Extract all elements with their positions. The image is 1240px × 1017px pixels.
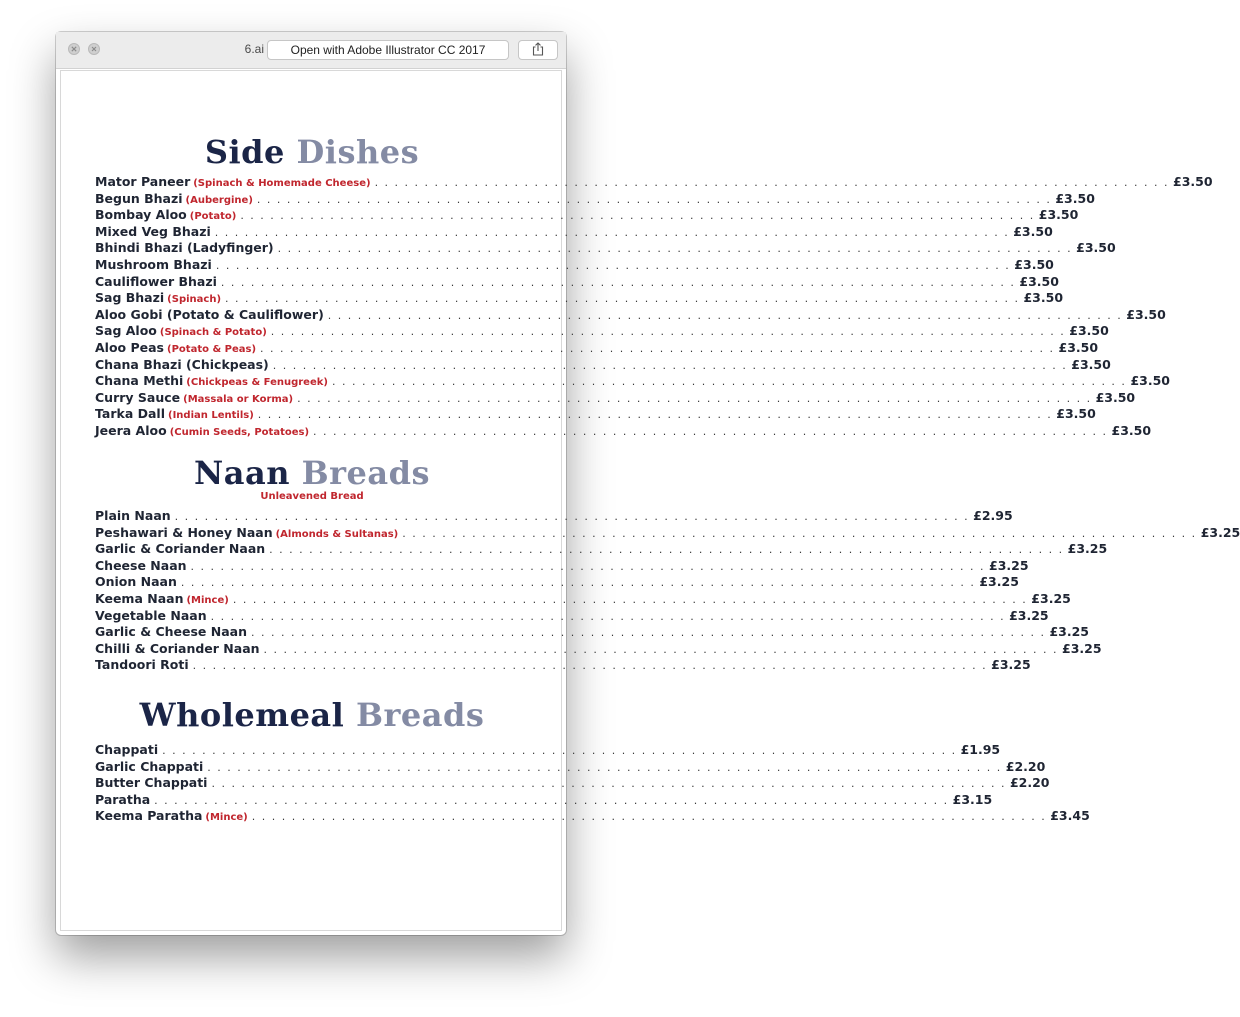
menu-item-name: Mator Paneer <box>95 174 191 189</box>
share-icon <box>532 41 544 60</box>
dot-leader: . . . . . . . . . . . . . . . . . . . . . . . . . . . . . . . . . . . . . . . . . . . . . . . . . . . . . . . . . . . . . . . . . . . . . . . . . . . . . . . . <box>215 259 1011 272</box>
menu-item-name: Bhindi Bhazi (Ladyfinger) <box>95 240 274 256</box>
section-heading-wholemeal-breads <box>61 697 563 733</box>
heading-word-1: Wholemeal <box>139 696 345 734</box>
menu-item-name: Curry Sauce <box>95 389 181 405</box>
dot-leader: . . . . . . . . . . . . . . . . . . . . . . . . . . . . . . . . . . . . . . . . . . . . . . . . . . . . . . . . . . . . . . . . . . . . . . . . . . . . . . . . <box>192 659 988 673</box>
menu-item-price: £3.25 <box>991 657 1031 673</box>
menu-item-note: (Massala or Korma) <box>183 393 294 405</box>
menu-item-row <box>95 607 1049 625</box>
dot-leader: . . . . . . . . . . . . . . . . . . . . . . . . . . . . . . . . . . . . . . . . . . . . . . . . . . . . . . . . . . . . . . . . . . . . . . . . . . . . . . . . <box>331 375 1127 389</box>
menu-item-name: Bombay Aloo <box>95 207 187 223</box>
dot-leader: . . . . . . . . . . . . . . . . . . . . . . . . . . . . . . . . . . . . . . . . . . . . . . . . . . . . . . . . . . . . . . . . . . . . . . . . . . . . . . . . <box>256 192 1052 206</box>
menu-item-row <box>95 574 1019 591</box>
minimize-icon[interactable] <box>88 43 100 55</box>
menu-item-note: (Almonds & Sultanas) <box>275 528 399 540</box>
dot-leader: . . . . . . . . . . . . . . . . . . . . . . . . . . . . . . . . . . . . . . . . . . . . . . . . . . . . . . . . . . . . . . . . . . . . . . . . . . . . . . . . <box>251 810 1047 824</box>
menu-item-name: Paratha <box>95 791 151 807</box>
menu-item-price: £3.50 <box>1038 207 1079 223</box>
menu-item-price: £3.25 <box>989 557 1029 573</box>
menu-item-row <box>95 389 1136 407</box>
dot-leader: . . . . . . . . . . . . . . . . . . . . . . . . . . . . . . . . . . . . . . . . . . . . . . . . . . . . . . . . . . . . . . . . . . . . . . . . . . . . . . . . <box>211 777 1006 791</box>
menu-item-row <box>95 290 1064 307</box>
menu-item-price: £2.95 <box>973 508 1013 523</box>
dot-leader: . . . . . . . . . . . . . . . . . . . . . . . . . . . . . . . . . . . . . . . . . . . . . . . . . . . . . . . . . . . . . . . . . . . . . . . . . . . . . . . . <box>260 342 1055 355</box>
menu-item-price: £1.95 <box>960 742 1001 757</box>
menu-item-price: £3.50 <box>1130 373 1170 389</box>
dot-leader: . . . . . . . . . . . . . . . . . . . . . . . . . . . . . . . . . . . . . . . . . . . . . . . . . . . . . . . . . . . . . . . . . . . . . . . . . . . . . . . . <box>277 242 1073 256</box>
menu-item-name: Garlic & Cheese Naan <box>95 624 247 640</box>
menu-item-name: Chilli & Coriander Naan <box>95 640 260 656</box>
dot-leader: . . . . . . . . . . . . . . . . . . . . . . . . . . . . . . . . . . . . . . . . . . . . . . . . . . . . . . . . . . . . . . . . . . . . . . . . . . . . . . . . <box>263 642 1059 656</box>
dot-leader: . . . . . . . . . . . . . . . . . . . . . . . . . . . . . . . . . . . . . . . . . . . . . . . . . . . . . . . . . . . . . . . . . . . . . . . . . . . . . . . . <box>210 609 1006 623</box>
menu-item-note: (Spinach) <box>167 294 222 306</box>
menu-item-row <box>95 742 1001 759</box>
menu-item-row <box>95 624 1089 641</box>
menu-item-name: Peshawari & Honey Naan <box>95 524 273 540</box>
menu-item-price: £3.45 <box>1050 808 1090 824</box>
menu-item-price: £2.20 <box>1005 758 1046 774</box>
menu-item-note: (Potato & Peas) <box>167 344 257 355</box>
menu-item-row <box>95 223 1053 241</box>
menu-item-note: (Spinach & Potato) <box>159 327 267 339</box>
menu-item-name: Tarka Dall <box>95 406 165 422</box>
section-heading-side-dishes <box>61 134 563 170</box>
dot-leader: . . . . . . . . . . . . . . . . . . . . . . . . . . . . . . . . . . . . . . . . . . . . . . . . . . . . . . . . . . . . . . . . . . . . . . . . . . . . . . . . <box>180 576 976 590</box>
open-with-illustrator-button[interactable]: Open with Adobe Illustrator CC 2017 <box>267 40 509 60</box>
heading-word-2: Dishes <box>296 133 420 171</box>
menu-item-price: £2.20 <box>1009 775 1050 791</box>
menu-item-price: £3.25 <box>979 574 1019 590</box>
document-preview <box>60 70 1240 931</box>
menu-item-name: Keema Naan <box>95 591 184 606</box>
dot-leader: . . . . . . . . . . . . . . . . . . . . . . . . . . . . . . . . . . . . . . . . . . . . . . . . . . . . . . . . . . . . . . . . . . . . . . . . . . . . . . . . <box>374 176 1170 189</box>
dot-leader: . . . . . . . . . . . . . . . . . . . . . . . . . . . . . . . . . . . . . . . . . . . . . . . . . . . . . . . . . . . . . . . . . . . . . . . . . . . . . . . . <box>220 275 1016 289</box>
menu-item-row <box>95 340 1099 357</box>
dot-leader: . . . . . . . . . . . . . . . . . . . . . . . . . . . . . . . . . . . . . . . . . . . . . . . . . . . . . . . . . . . . . . . . . . . . . . . . . . . . . . . . <box>154 793 949 807</box>
menu-item-name: Chappati <box>95 742 159 757</box>
menu-item-note: (Aubergine) <box>185 194 253 206</box>
menu-item-price: £3.50 <box>1019 273 1059 289</box>
dot-leader: . . . . . . . . . . . . . . . . . . . . . . . . . . . . . . . . . . . . . . . . . . . . . . . . . . . . . . . . . . . . . . . . . . . . . . . . . . . . . . . . <box>257 408 1053 422</box>
section-heading-naan-breads <box>61 455 563 491</box>
menu-item-name: Cheese Naan <box>95 557 187 573</box>
share-button[interactable] <box>518 40 558 60</box>
menu-item-row <box>95 591 1071 608</box>
dot-leader: . . . . . . . . . . . . . . . . . . . . . . . . . . . . . . . . . . . . . . . . . . . . . . . . . . . . . . . . . . . . . . . . . . . . . . . . . . . . . . . . <box>162 744 957 757</box>
menu-item-price: £3.25 <box>1067 541 1108 557</box>
heading-word-1: Naan <box>193 454 290 492</box>
menu-item-name: Sag Aloo <box>95 323 157 339</box>
menu-item-note: (Cumin Seeds, Potatoes) <box>169 427 310 438</box>
menu-item-row <box>95 356 1111 374</box>
menu-item-name: Plain Naan <box>95 508 171 523</box>
menu-item-price: £3.50 <box>1058 340 1099 355</box>
menu-item-name: Jeera Aloo <box>95 423 167 438</box>
menu-item-price: £3.25 <box>1049 624 1089 640</box>
menu-item-name: Mixed Veg Bhazi <box>95 223 211 239</box>
menu-item-name: Begun Bhazi <box>95 190 183 206</box>
menu-item-price: £3.50 <box>1023 290 1064 306</box>
menu-item-row <box>95 541 1108 558</box>
menu-item-note: (Potato) <box>189 211 237 223</box>
heading-word-2: Breads <box>355 696 485 734</box>
menu-item-price: £3.50 <box>1111 423 1152 438</box>
dot-leader: . . . . . . . . . . . . . . . . . . . . . . . . . . . . . . . . . . . . . . . . . . . . . . . . . . . . . . . . . . . . . . . . . . . . . . . . . . . . . . . . <box>214 225 1010 239</box>
menu-item-name: Butter Chappati <box>95 775 208 791</box>
menu-item-row <box>95 406 1096 423</box>
menu-item-price: £3.50 <box>1014 257 1054 272</box>
menu-item-row <box>95 423 1152 440</box>
menu-item-price: £3.50 <box>1173 174 1213 189</box>
menu-item-note: (Mince) <box>186 595 229 606</box>
menu-item-name: Garlic Chappati <box>95 758 204 774</box>
menu-item-name: Chana Methi <box>95 373 184 389</box>
menu-item-price: £3.50 <box>1055 190 1095 206</box>
heading-word-2: Breads <box>301 454 430 492</box>
menu-item-row <box>95 775 1050 792</box>
menu-item-price: £3.25 <box>1200 524 1240 540</box>
menu-item-note: (Spinach & Homemade Cheese) <box>193 178 371 189</box>
menu-item-name: Vegetable Naan <box>95 607 207 623</box>
menu-item-row <box>95 207 1079 224</box>
menu-item-price: £3.50 <box>1076 240 1116 256</box>
menu-item-row <box>95 174 1213 191</box>
menu-item-name: Mushroom Bhazi <box>95 257 212 272</box>
close-icon[interactable] <box>68 43 80 55</box>
dot-leader: . . . . . . . . . . . . . . . . . . . . . . . . . . . . . . . . . . . . . . . . . . . . . . . . . . . . . . . . . . . . . . . . . . . . . . . . . . . . . . . . <box>207 760 1002 774</box>
menu-item-name: Aloo Gobi (Potato & Cauliflower) <box>95 306 324 322</box>
menu-item-row <box>95 657 1031 674</box>
menu-item-price: £3.50 <box>1071 356 1111 372</box>
menu-item-row <box>95 273 1059 291</box>
menu-item-row <box>95 323 1109 340</box>
menu-item-price: £3.50 <box>1013 223 1053 239</box>
menu-item-note: (Chickpeas & Fenugreek) <box>186 377 328 389</box>
menu-item-price: £3.50 <box>1095 389 1136 405</box>
section-subheading: Unleavened Bread <box>260 491 364 502</box>
menu-item-row <box>95 524 1240 542</box>
menu-item-name: Sag Bhazi <box>95 290 165 306</box>
menu-item-price: £3.25 <box>1031 591 1071 606</box>
menu-item-name: Chana Bhazi (Chickpeas) <box>95 356 269 372</box>
heading-word-1: Side <box>204 133 285 171</box>
menu-item-row <box>95 508 1013 525</box>
menu-item-price: £3.25 <box>1009 607 1049 623</box>
menu-item-name: Aloo Peas <box>95 340 165 355</box>
dot-leader: . . . . . . . . . . . . . . . . . . . . . . . . . . . . . . . . . . . . . . . . . . . . . . . . . . . . . . . . . . . . . . . . . . . . . . . . . . . . . . . . <box>313 425 1108 438</box>
menu-item-row <box>95 758 1046 776</box>
menu-item-row <box>95 373 1170 390</box>
menu-item-price: £3.15 <box>952 791 993 807</box>
dot-leader: . . . . . . . . . . . . . . . . . . . . . . . . . . . . . . . . . . . . . . . . . . . . . . . . . . . . . . . . . . . . . . . . . . . . . . . . . . . . . . . . <box>297 391 1092 405</box>
menu-item-row <box>95 557 1029 575</box>
menu-item-note: (Mince) <box>205 812 248 824</box>
menu-item-row <box>95 190 1095 208</box>
menu-item-name: Cauliflower Bhazi <box>95 273 217 289</box>
menu-item-row <box>95 306 1166 324</box>
menu-item-price: £3.50 <box>1069 323 1109 339</box>
dot-leader: . . . . . . . . . . . . . . . . . . . . . . . . . . . . . . . . . . . . . . . . . . . . . . . . . . . . . . . . . . . . . . . . . . . . . . . . . . . . . . . . <box>232 593 1028 606</box>
menu-item-row <box>95 791 993 809</box>
file-name: 6.ai <box>244 42 264 56</box>
dot-leader: . . . . . . . . . . . . . . . . . . . . . . . . . . . . . . . . . . . . . . . . . . . . . . . . . . . . . . . . . . . . . . . . . . . . . . . . . . . . . . . . <box>327 308 1123 322</box>
dot-leader: . . . . . . . . . . . . . . . . . . . . . . . . . . . . . . . . . . . . . . . . . . . . . . . . . . . . . . . . . . . . . . . . . . . . . . . . . . . . . . . . <box>225 292 1020 306</box>
menu-item-price: £3.50 <box>1126 306 1166 322</box>
menu-item-name: Keema Paratha <box>95 808 203 824</box>
menu-item-note: (Indian Lentils) <box>168 410 254 422</box>
title-bar <box>56 32 566 69</box>
menu-item-row <box>95 240 1116 257</box>
quicklook-window <box>56 32 1240 935</box>
dot-leader: . . . . . . . . . . . . . . . . . . . . . . . . . . . . . . . . . . . . . . . . . . . . . . . . . . . . . . . . . . . . . . . . . . . . . . . . . . . . . . . . <box>269 543 1064 557</box>
dot-leader: . . . . . . . . . . . . . . . . . . . . . . . . . . . . . . . . . . . . . . . . . . . . . . . . . . . . . . . . . . . . . . . . . . . . . . . . . . . . . . . . <box>190 559 985 573</box>
menu-item-name: Garlic & Coriander Naan <box>95 541 266 557</box>
menu-item-name: Onion Naan <box>95 574 177 590</box>
dot-leader: . . . . . . . . . . . . . . . . . . . . . . . . . . . . . . . . . . . . . . . . . . . . . . . . . . . . . . . . . . . . . . . . . . . . . . . . . . . . . . . . <box>402 526 1197 540</box>
menu-item-name: Tandoori Roti <box>95 657 189 673</box>
dot-leader: . . . . . . . . . . . . . . . . . . . . . . . . . . . . . . . . . . . . . . . . . . . . . . . . . . . . . . . . . . . . . . . . . . . . . . . . . . . . . . . . <box>272 358 1068 372</box>
dot-leader: . . . . . . . . . . . . . . . . . . . . . . . . . . . . . . . . . . . . . . . . . . . . . . . . . . . . . . . . . . . . . . . . . . . . . . . . . . . . . . . . <box>250 626 1046 640</box>
menu-item-row <box>95 257 1054 274</box>
menu-item-row <box>95 640 1102 658</box>
menu-item-row <box>95 808 1090 825</box>
dot-leader: . . . . . . . . . . . . . . . . . . . . . . . . . . . . . . . . . . . . . . . . . . . . . . . . . . . . . . . . . . . . . . . . . . . . . . . . . . . . . . . . <box>240 209 1035 223</box>
menu-item-price: £3.25 <box>1062 640 1102 656</box>
dot-leader: . . . . . . . . . . . . . . . . . . . . . . . . . . . . . . . . . . . . . . . . . . . . . . . . . . . . . . . . . . . . . . . . . . . . . . . . . . . . . . . . <box>174 510 970 523</box>
dot-leader: . . . . . . . . . . . . . . . . . . . . . . . . . . . . . . . . . . . . . . . . . . . . . . . . . . . . . . . . . . . . . . . . . . . . . . . . . . . . . . . . <box>270 325 1066 339</box>
menu-item-price: £3.50 <box>1056 406 1096 422</box>
